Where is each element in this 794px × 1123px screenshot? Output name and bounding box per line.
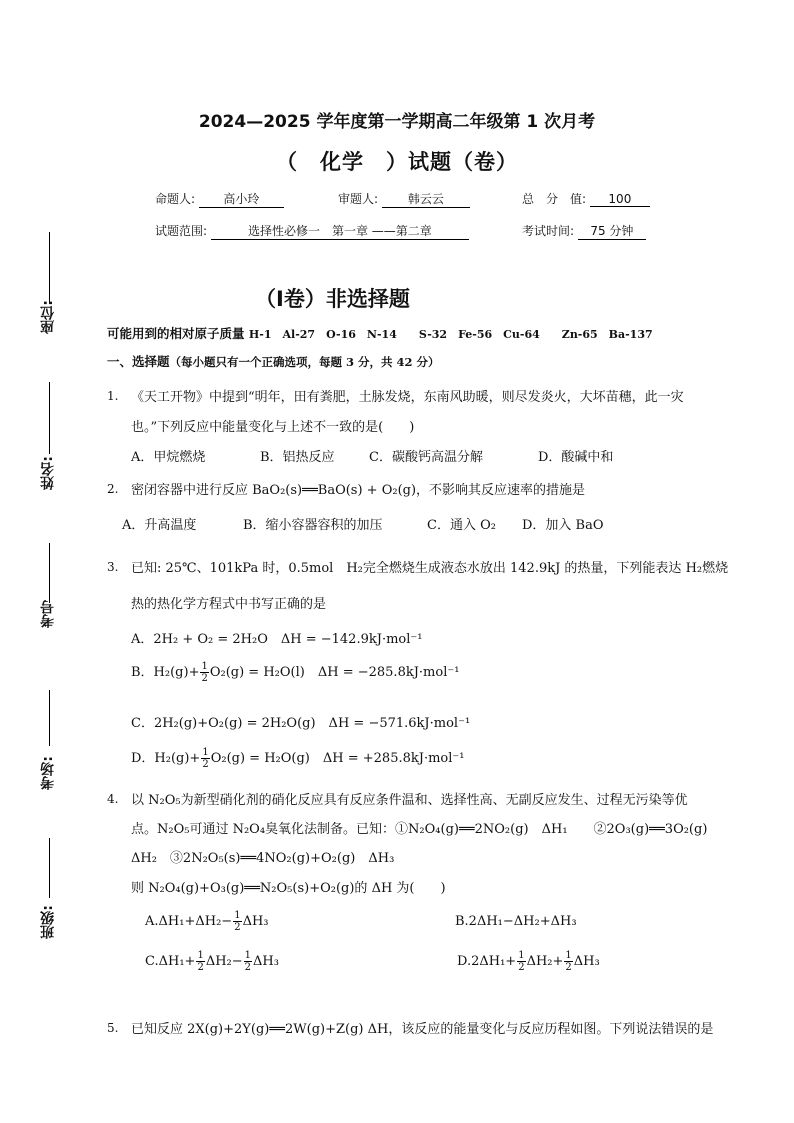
reviewer-info	[338, 190, 470, 208]
q2-option-c: C．通入 O₂	[427, 518, 496, 533]
section-title: （Ⅰ卷）非选择题	[255, 287, 410, 311]
score-label: 总 分 值:	[522, 192, 587, 206]
exam-title: 2024—2025 学年度第一学期高二年级第 1 次月考	[198, 112, 596, 132]
q4-option-a-post: ΔH₃	[242, 914, 269, 929]
time-value: 75 分钟	[578, 222, 646, 240]
fraction-numerator: 1	[518, 950, 525, 961]
q3-option-c: C．2H₂(g)+O₂(g) = 2H₂O(g) ΔH = −571.6kJ·mol⁻¹	[131, 716, 471, 731]
name-line	[49, 382, 50, 454]
q4-option-c-post: ΔH₃	[253, 954, 279, 969]
q4-number: 4.	[107, 792, 119, 806]
q1-option-d: D．酸碱中和	[538, 450, 614, 465]
fraction-denominator: 2	[518, 962, 525, 973]
scope-label: 试题范围:	[155, 224, 208, 238]
q4-option-d-mid: ΔH₂+	[526, 954, 564, 969]
q4-option-d-post: ΔH₃	[573, 954, 600, 969]
fraction-numerator: 1	[202, 747, 209, 758]
atomic-mass-line	[107, 324, 653, 342]
q3-number: 3.	[107, 560, 119, 574]
q5-stem-line1: 已知反应 2X(g)+2Y(g)══2W(g)+Z(g) ΔH，该反应的能量变化与反应历程如图。下列说法错误的是	[131, 1022, 714, 1037]
scope-info	[155, 222, 469, 240]
author-value: 高小玲	[199, 190, 284, 208]
exam-subtitle: （ 化学 ）试题（卷）	[276, 150, 518, 174]
q2-option-d: D．加入 BaO	[522, 518, 604, 533]
reviewer-label: 审题人:	[338, 192, 379, 206]
q4-stem-line1: 以 N₂O₅为新型硝化剂的硝化反应具有反应条件温和、选择性高、无副反应发生、过程无污染等优	[131, 793, 688, 808]
q3-stem-line2: 热的热化学方程式中书写正确的是	[131, 597, 327, 612]
fraction-denominator: 2	[565, 962, 572, 973]
author-label: 命题人:	[155, 192, 196, 206]
fraction-numerator: 1	[197, 950, 204, 961]
seat-line	[49, 232, 50, 304]
q4-option-c-mid: ΔH₂−	[205, 954, 243, 969]
q1-option-a: A．甲烷燃烧	[131, 450, 206, 465]
q4-option-a-fraction	[233, 910, 241, 933]
score-info	[522, 190, 650, 207]
q4-option-c-fraction-2	[244, 950, 252, 973]
class-label: 班级:	[40, 905, 56, 939]
q1-stem-line2: 也。”下列反应中能量变化与上述不一致的是( )	[131, 420, 415, 435]
q3-option-d-post: O₂(g) = H₂O(g) ΔH = +285.8kJ·mol⁻¹	[210, 751, 465, 766]
q5-number: 5.	[107, 1021, 119, 1035]
q4-stem-line3: ΔH₂ ③2N₂O₅(s)══4NO₂(g)+O₂(g) ΔH₃	[131, 851, 395, 866]
q4-option-d-fraction-2	[564, 950, 572, 973]
reviewer-value: 韩云云	[382, 190, 470, 208]
scope-value: 选择性必修一 第一章 ——第二章	[211, 222, 469, 240]
q4-option-c-fraction-1	[196, 950, 204, 973]
q4-stem-line2: 点。N₂O₅可通过 N₂O₄臭氧化法制备。已知：①N₂O₄(g)══2NO₂(g) ΔH₁ ②2O₃(g)══3O₂(g)	[131, 822, 708, 837]
q3-option-d-pre: D．H₂(g)+	[131, 751, 201, 766]
q4-option-a	[145, 910, 269, 933]
author-info	[155, 190, 284, 208]
q4-option-b: B.2ΔH₁−ΔH₂+ΔH₃	[455, 914, 577, 929]
q1-option-b: B．铝热反应	[260, 450, 335, 465]
fraction-numerator: 1	[244, 950, 252, 961]
class-line	[49, 838, 50, 898]
exam-number-line	[49, 543, 50, 603]
q3-option-a: A．2H₂ + O₂ = 2H₂O ΔH = −142.9kJ·mol⁻¹	[131, 632, 423, 647]
q3-option-b	[131, 661, 459, 684]
exam-room-line	[49, 690, 50, 746]
atomic-mass-label: 可能用到的相对原子质量	[107, 326, 245, 341]
time-label: 考试时间:	[522, 224, 575, 238]
seat-label: 座位:	[40, 300, 56, 334]
exam-room-label: 考场:	[40, 756, 56, 790]
q1-stem-line1: 《天工开物》中提到“明年，田有粪肥，土脉发烧，东南风助暖，则尽发炎火，大坏苗穗，此一灾	[131, 390, 684, 405]
q3-option-b-pre: B．H₂(g)+	[131, 665, 200, 680]
q3-stem-line1: 已知: 25℃、101kPa 时，0.5mol H₂完全燃烧生成液态水放出 142.9kJ 的热量，下列能表达 H₂燃烧	[131, 561, 729, 576]
atomic-mass-values: H-1 Al-27 O-16 N-14 S-32 Fe-56 Cu-64 Zn-65 Ba-137	[248, 328, 653, 341]
q4-option-c-pre: C.ΔH₁+	[145, 954, 196, 969]
q4-option-c	[145, 950, 279, 973]
q4-stem-line4: 则 N₂O₄(g)+O₃(g)══N₂O₅(s)+O₂(g)的 ΔH 为( )	[131, 881, 446, 896]
part-note: （每小题只有一个正确选项，每题 3 分，共 42 分）	[169, 355, 440, 369]
fraction-denominator: 2	[201, 673, 208, 684]
time-info	[522, 222, 646, 240]
q4-option-d	[457, 950, 600, 973]
q4-option-d-pre: D.2ΔH₁+	[457, 954, 517, 969]
score-value: 100	[590, 192, 650, 207]
q4-option-a-pre: A.ΔH₁+ΔH₂−	[145, 914, 233, 929]
exam-number-label: 考号	[40, 600, 56, 628]
q3-option-b-post: O₂(g) = H₂O(l) ΔH = −285.8kJ·mol⁻¹	[209, 665, 460, 680]
fraction-denominator: 2	[202, 759, 209, 770]
q3-option-d	[131, 747, 464, 770]
fraction-denominator: 2	[234, 922, 241, 933]
fraction-numerator: 1	[565, 950, 572, 961]
part-heading	[107, 352, 440, 370]
name-label: 姓名:	[40, 456, 56, 490]
fraction-denominator: 2	[197, 962, 204, 973]
q4-option-d-fraction-1	[517, 950, 525, 973]
q3-option-b-fraction	[200, 661, 208, 684]
q1-option-c: C．碳酸钙高温分解	[369, 450, 483, 465]
q2-option-a: A．升高温度	[122, 518, 197, 533]
q2-number: 2.	[107, 482, 119, 496]
part-label: 一、选择题	[107, 354, 170, 369]
fraction-numerator: 1	[201, 661, 208, 672]
q2-stem: 密闭容器中进行反应 BaO₂(s)══BaO(s) + O₂(g)，不影响其反应速率的措施是	[131, 483, 586, 498]
fraction-numerator: 1	[234, 910, 241, 921]
q1-number: 1.	[107, 389, 119, 403]
fraction-denominator: 2	[244, 962, 252, 973]
q2-option-b: B．缩小容器容积的加压	[243, 518, 383, 533]
q3-option-d-fraction	[201, 747, 209, 770]
